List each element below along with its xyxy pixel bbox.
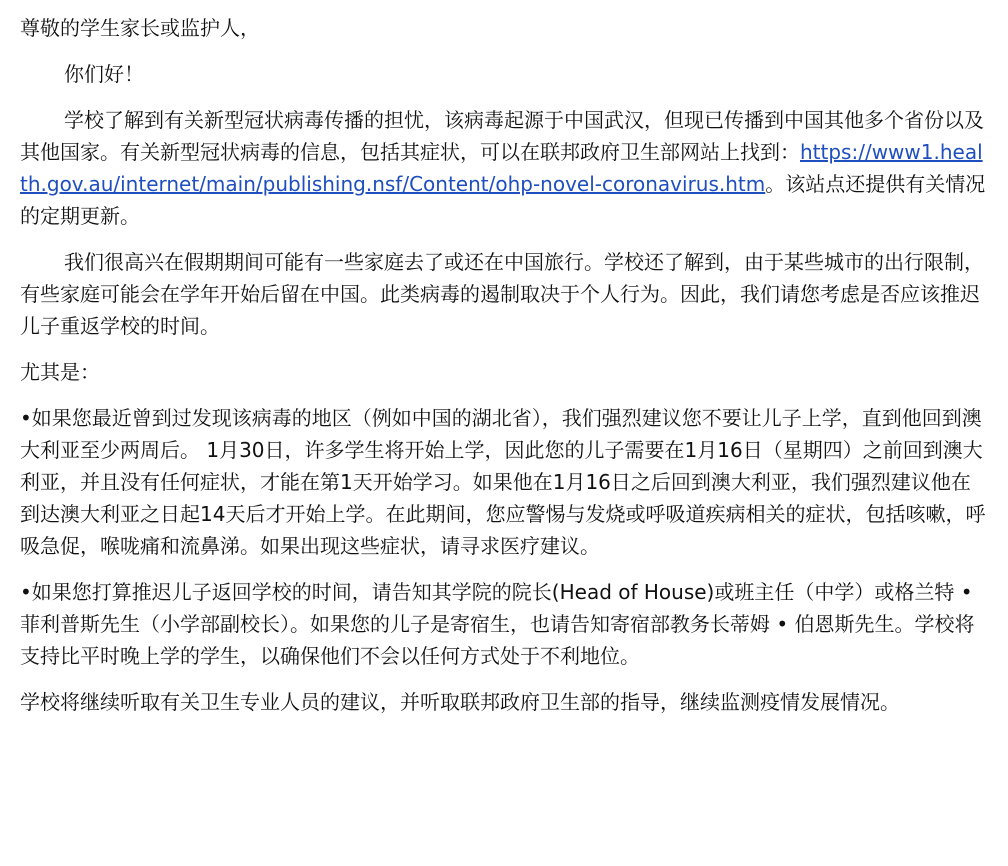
paragraph-intro-text: 学校了解到有关新型冠状病毒传播的担忧，该病毒起源于中国武汉，但现已传播到中国其他多个省份以及其他国家。有关新型冠状病毒的信息，包括其症状，可以在联邦政府卫生部网站上找到： <box>20 108 984 164</box>
health-website-link[interactable]: https://www1.health.gov.au/internet/main/publishing.nsf/Content/ohp-novel-coronavirus.htm <box>20 140 983 196</box>
paragraph-intro-tail: 。该站点还提供有关情况的定期更新。 <box>20 172 986 228</box>
bullet-item-recent-travel-text: 如果您最近曾到过发现该病毒的地区（例如中国的湖北省），我们强烈建议您不要让儿子上学，直到他回到澳大利亚至少两周后。 1月30日，许多学生将开始上学，因此您的儿子需要在1月16日（星期四）之前回到澳大利亚，并且没有任何症状，才能在第1天开始学习。如果他在1月16日之后回到澳大利亚，我们强烈建议他在到达澳大利亚之日起14天后才开始上学。在此期间，您应警惕与发烧或呼吸道疾病相关的症状，包括咳嗽，呼吸急促，喉咙痛和流鼻涕。如果出现这些症状，请寻求医疗建议。 <box>20 406 986 558</box>
greeting: 你们好！ <box>64 62 144 86</box>
bullet-item-delay-return <box>20 576 990 672</box>
paragraph-in-particular: 尤其是： <box>20 360 100 384</box>
salutation: 尊敬的学生家长或监护人， <box>20 16 260 40</box>
bullet-marker: • <box>20 580 32 604</box>
paragraph-travel: 我们很高兴在假期期间可能有一些家庭去了或还在中国旅行。学校还了解到，由于某些城市的出行限制，有些家庭可能会在学年开始后留在中国。此类病毒的遏制取决于个人行为。因此，我们请您考虑是否应该推迟儿子重返学校的时间。 <box>20 250 984 338</box>
bullet-item-delay-return-text: 如果您打算推迟儿子返回学校的时间，请告知其学院的院长(Head of House)或班主任（中学）或格兰特 • 菲利普斯先生（小学部副校长）。如果您的儿子是寄宿生，也请告知寄宿部教务长蒂姆 • 伯恩斯先生。学校将支持比平时晚上学的学生，以确保他们不会以任何方式处于不利地位。 <box>20 580 975 668</box>
paragraph-intro <box>20 104 990 232</box>
bullet-marker: • <box>20 406 32 430</box>
bullet-item-recent-travel <box>20 402 990 562</box>
paragraph-closing: 学校将继续听取有关卫生专业人员的建议，并听取联邦政府卫生部的指导，继续监测疫情发展情况。 <box>20 690 900 714</box>
